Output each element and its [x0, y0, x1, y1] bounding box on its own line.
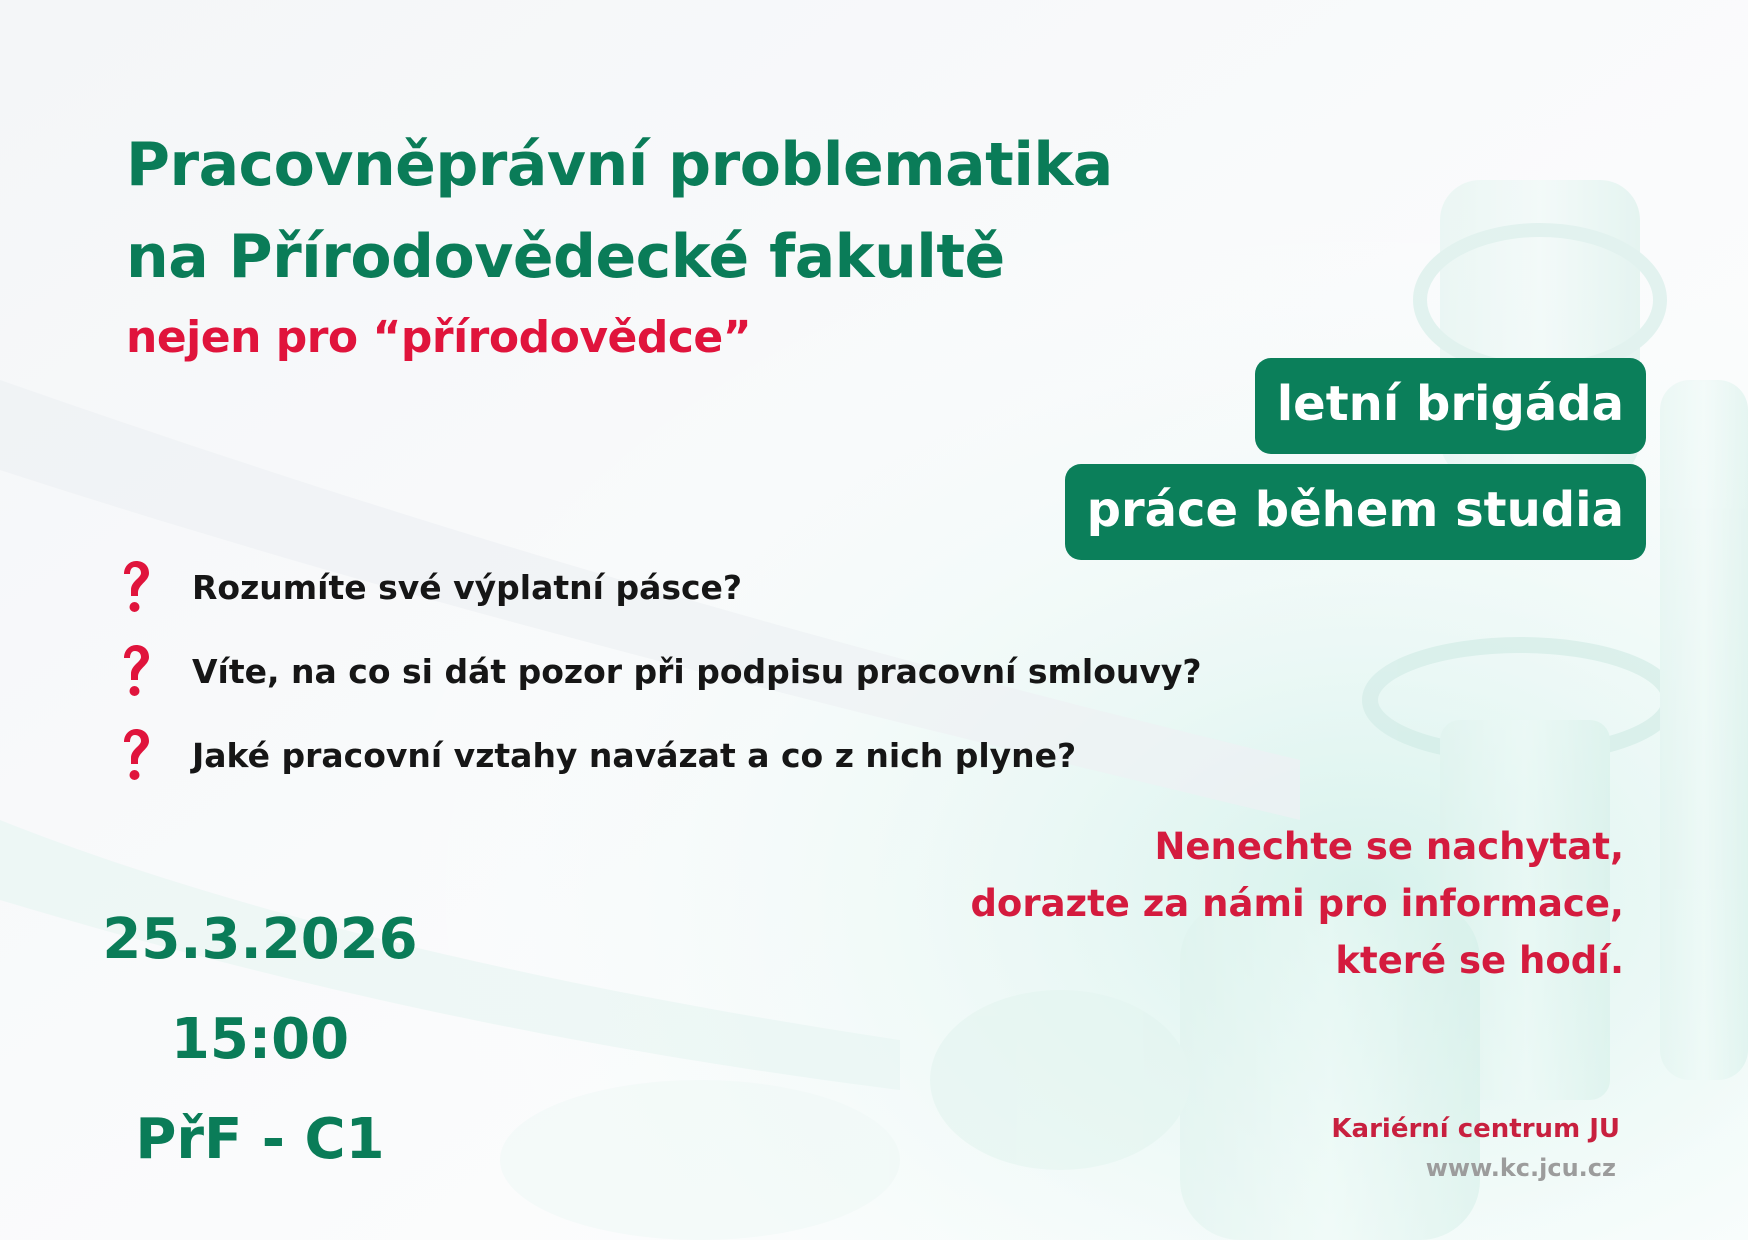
event-details: [100, 890, 420, 1190]
event-place: PřF - C1: [135, 1107, 385, 1172]
call-to-action-line: Nenechte se nachytat,: [1154, 825, 1624, 868]
list-item: [118, 629, 1318, 713]
call-to-action-line: které se hodí.: [1335, 939, 1624, 982]
website-link[interactable]: www.kc.jcu.cz: [1425, 1154, 1616, 1182]
question-text: Rozumíte své výplatní pásce?: [192, 567, 743, 607]
question-list: [118, 545, 1318, 797]
tag-summer-job: letní brigáda: [1255, 358, 1646, 454]
event-time: 15:00: [170, 1007, 350, 1072]
event-date: 25.3.2026: [102, 907, 418, 972]
question-text: Víte, na co si dát pozor při podpisu pracovní smlouvy?: [192, 651, 1202, 691]
question-mark-icon: [118, 643, 152, 699]
tag-work-during-study: práce během studia: [1065, 464, 1646, 560]
page-title-line-2: na Přírodovědecké fakultě: [126, 222, 1005, 292]
page-subtitle: nejen pro “přírodovědce”: [126, 312, 752, 363]
organizer-name: Kariérní centrum JU: [1331, 1114, 1620, 1144]
question-mark-icon: [118, 727, 152, 783]
list-item: [118, 713, 1318, 797]
page-title-line-1: Pracovněprávní problematika: [126, 130, 1113, 200]
question-text: Jaké pracovní vztahy navázat a co z nich plyne?: [192, 735, 1077, 775]
call-to-action: [824, 818, 1624, 989]
call-to-action-line: dorazte za námi pro informace,: [970, 882, 1624, 925]
question-mark-icon: [118, 559, 152, 615]
list-item: [118, 545, 1318, 629]
